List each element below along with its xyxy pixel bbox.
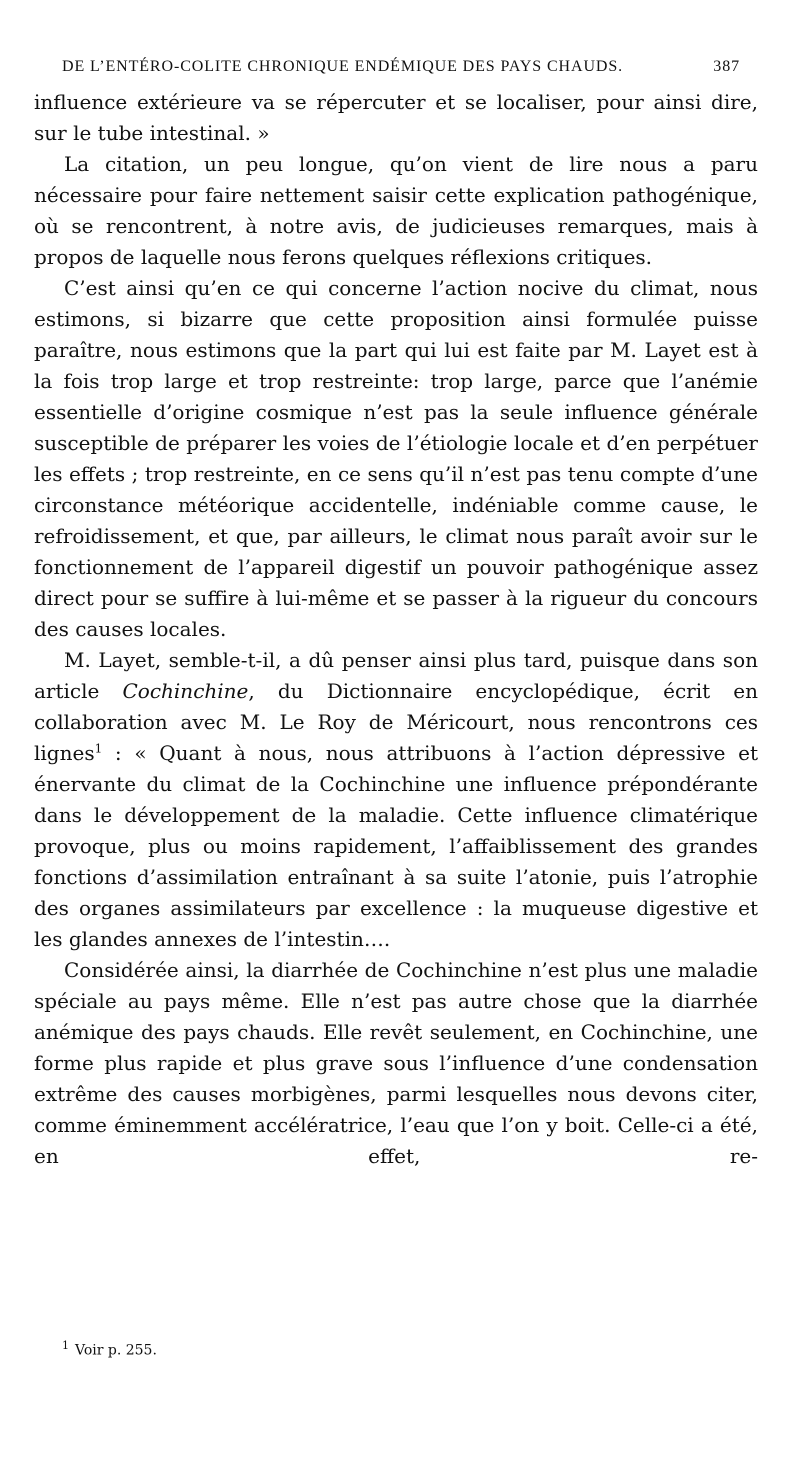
- body-text: [34, 87, 758, 1172]
- paragraph-4-part-2: , du Dictionnaire encyclopédique, écrit en collaboration avec M. Le Roy de Méricourt, nous rencontrons ces lignes: [34, 679, 758, 765]
- paragraph-4: [34, 645, 758, 955]
- page-number: 387: [713, 58, 740, 75]
- paragraph-4-part-3: : « Quant à nous, nous attribuons à l’action dépressive et énervante du climat de la Cochinchine une influence prépondérante dans le développement de la maladie. Cette influence climatérique provoque, plus ou moins rapidement, l’affaiblissement des grandes fonctions d’assimilation entraînant à sa suite l’atonie, puis l’atrophie des organes assimilateurs par excellence : la muqueuse digestive et les glandes annexes de l’intestin….: [34, 741, 758, 951]
- running-header: [62, 58, 740, 76]
- running-title: DE L’ENTÉRO-COLITE CHRONIQUE ENDÉMIQUE DES PAYS CHAUDS.: [62, 58, 624, 75]
- footnote: [62, 1339, 157, 1359]
- footnote-reference: 1: [94, 741, 103, 756]
- paragraph-2: La citation, un peu longue, qu’on vient de lire nous a paru nécessaire pour faire nettement saisir cette explication pathogénique, où se rencontrent, à notre avis, de judicieuses remarques, mais à propos de laquelle nous ferons quelques réflexions critiques.: [34, 152, 758, 269]
- article-title-italic: Cochinchine: [122, 679, 249, 703]
- paragraph-1: influence extérieure va se répercuter et se localiser, pour ainsi dire, sur le tube intestinal. »: [34, 90, 758, 145]
- footnote-mark: 1: [62, 1339, 69, 1352]
- paragraph-4-part-1: M. Layet, semble-t-il, a dû penser ainsi plus tard, puisque dans son article: [34, 648, 758, 703]
- footnote-text: Voir p. 255.: [75, 1342, 157, 1359]
- paragraph-5: Considérée ainsi, la diarrhée de Cochinchine n’est plus une maladie spéciale au pays même. Elle n’est pas autre chose que la diarrhée anémique des pays chauds. Elle revêt seulement, en Cochinchine, une forme plus rapide et plus grave sous l’influence d’une condensation extrême des causes morbigènes, parmi lesquelles nous devons citer, comme éminemment accélératrice, l’eau que l’on y boit. Celle-ci a été, en effet, re-: [34, 958, 758, 1168]
- paragraph-3: C’est ainsi qu’en ce qui concerne l’action nocive du climat, nous estimons, si bizarre que cette proposition ainsi formulée puisse paraître, nous estimons que la part qui lui est faite par M. Layet est à la fois trop large et trop restreinte: trop large, parce que l’anémie essentielle d’origine cosmique n’est pas la seule influence générale susceptible de préparer les voies de l’étiologie locale et d’en perpétuer les effets ; trop restreinte, en ce sens qu’il n’est pas tenu compte d’une circonstance météorique accidentelle, indéniable comme cause, le refroidissement, et que, par ailleurs, le climat nous paraît avoir sur le fonctionnement de l’appareil digestif un pouvoir pathogénique assez direct pour se suffire à lui-même et se passer à la rigueur du concours des causes locales.: [34, 276, 758, 641]
